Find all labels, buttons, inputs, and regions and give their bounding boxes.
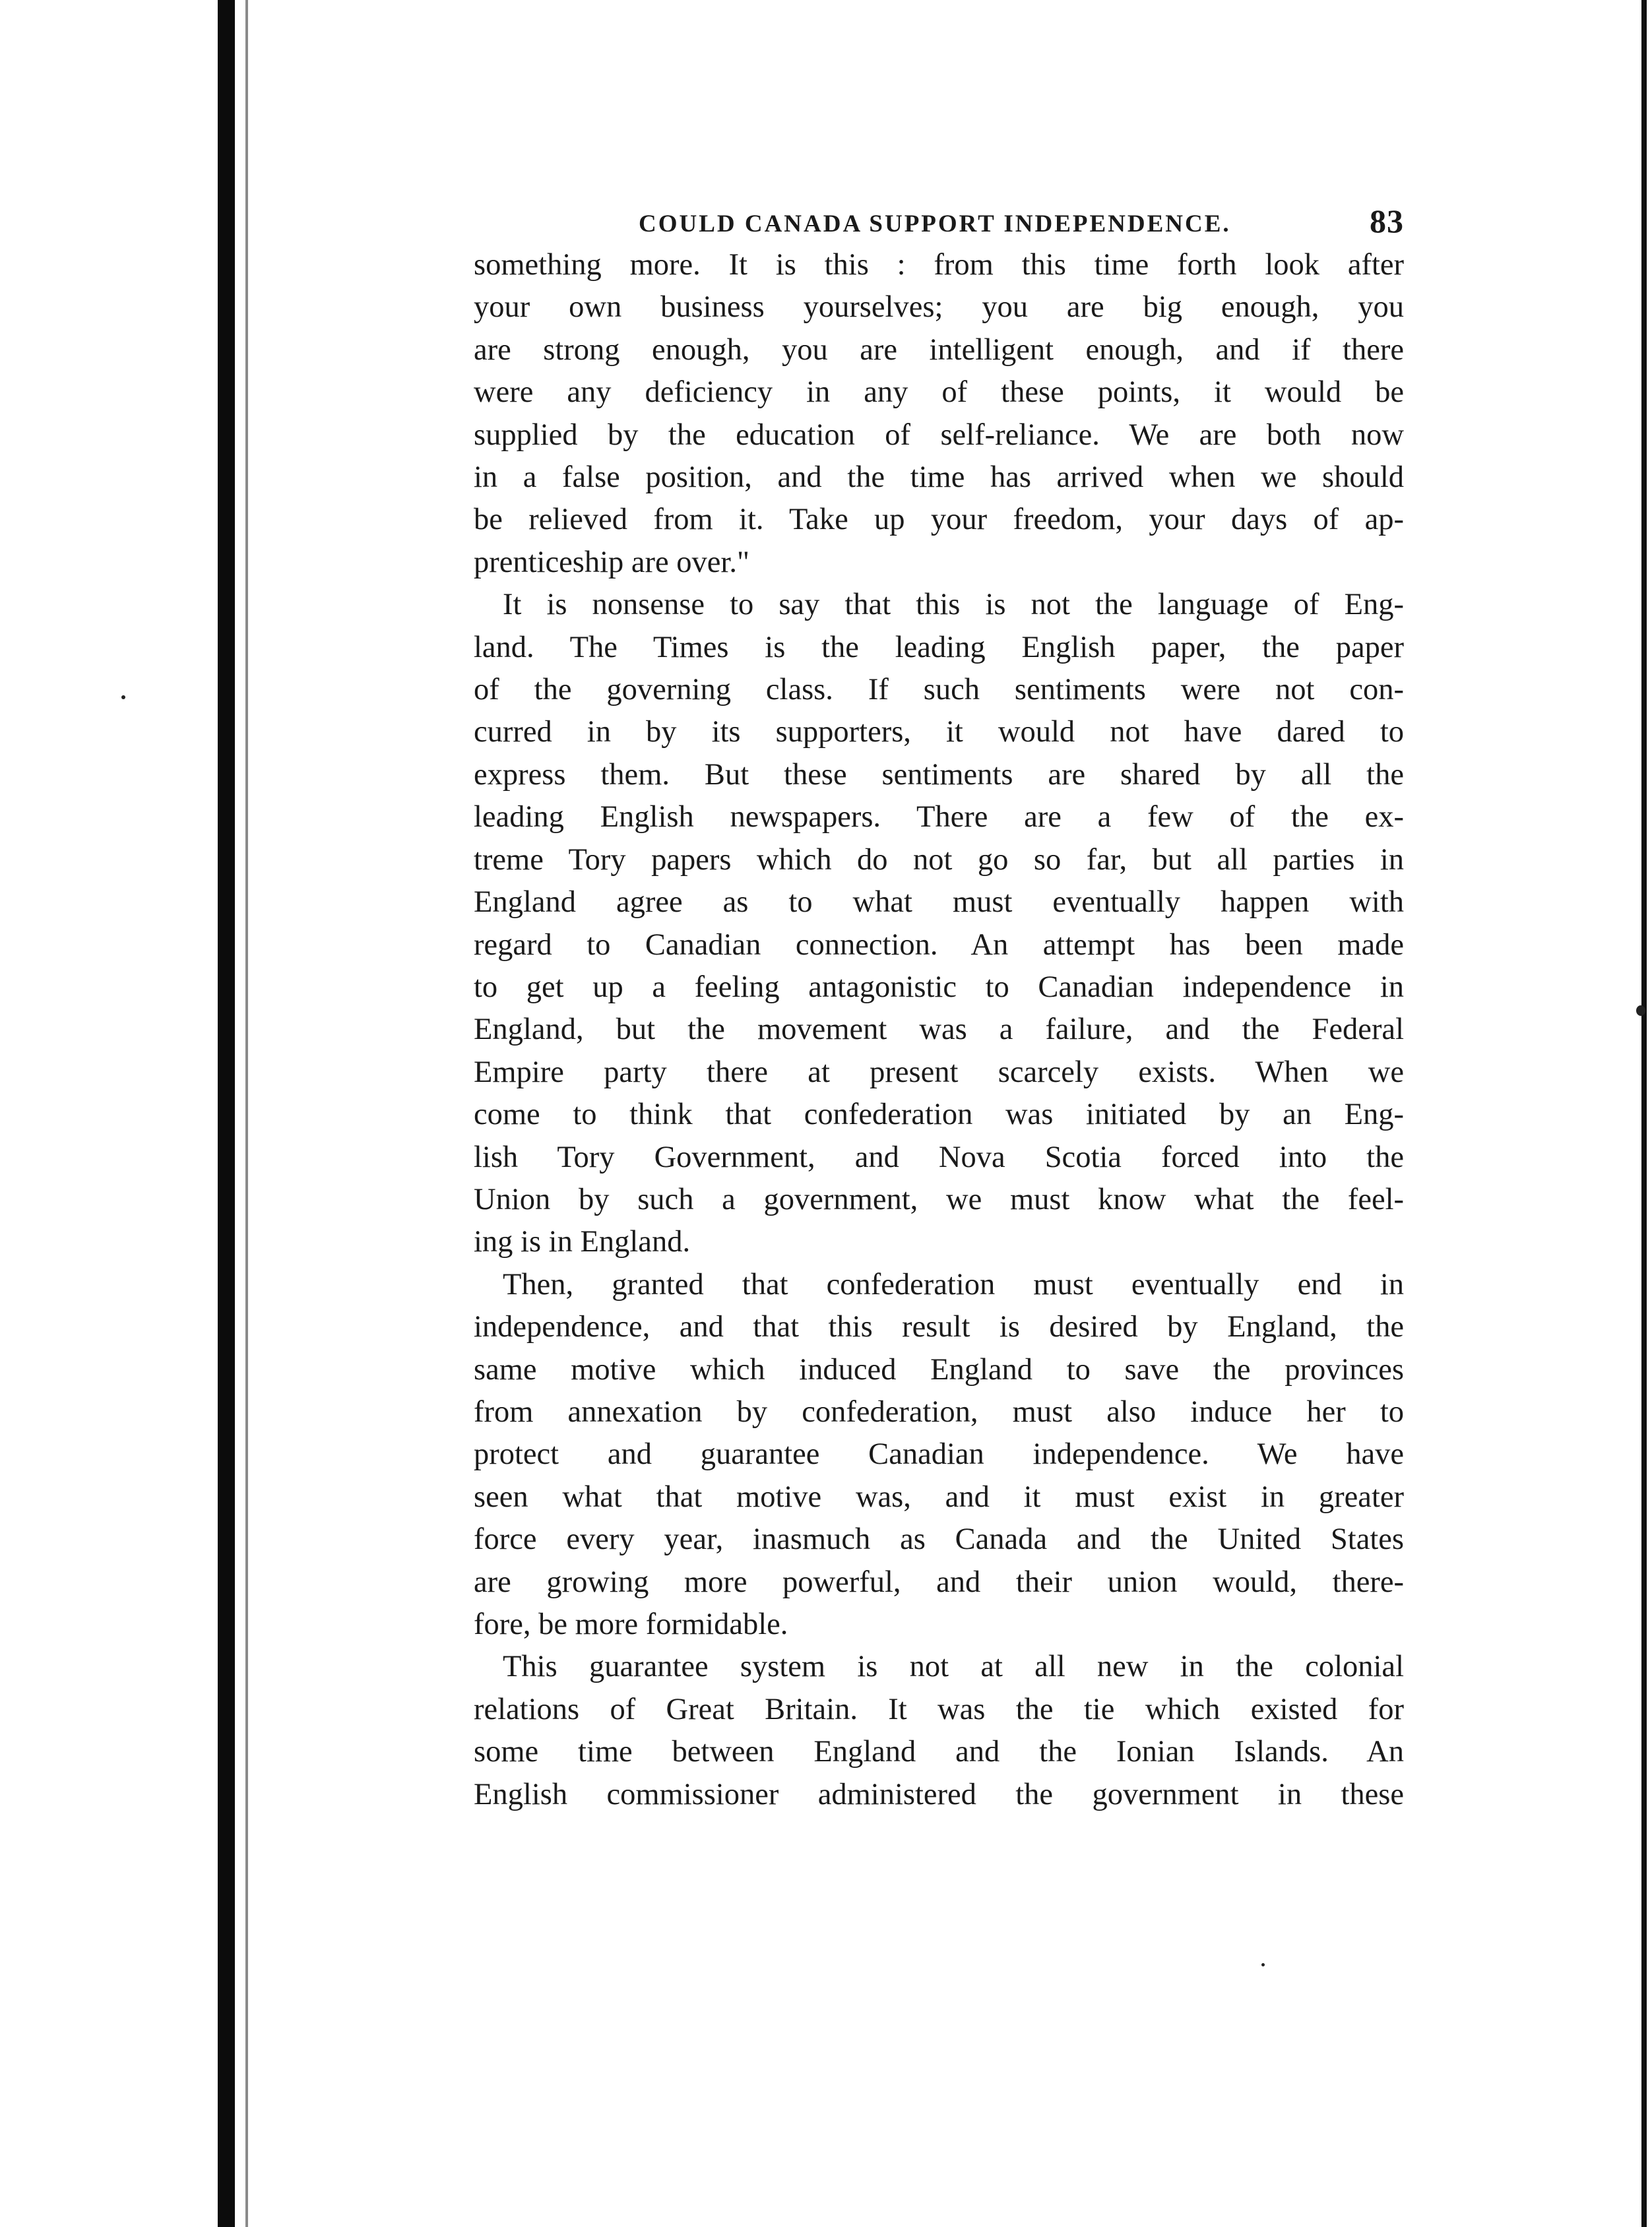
- paragraph: [474, 1264, 1404, 1647]
- text-line: land. The Times is the leading English paper, the paper: [474, 630, 1404, 664]
- text-line: are strong enough, you are intelligent enough, and if there: [474, 332, 1404, 367]
- text-line: Then, granted that confederation must eventually end in: [503, 1267, 1404, 1302]
- text-line: come to think that confederation was initiated by an Eng-: [474, 1098, 1404, 1132]
- running-title: COULD CANADA SUPPORT INDEPENDENCE.: [639, 210, 1231, 237]
- text-line: some time between England and the Ionian Islands. An: [474, 1735, 1404, 1769]
- text-line: in a false position, and the time has arrived when we should: [474, 460, 1404, 495]
- text-line: England, but the movement was a failure, and the Federal: [474, 1013, 1404, 1047]
- right-page-edge: [1641, 0, 1647, 2227]
- page-number: 83: [1370, 203, 1404, 239]
- text-line: from annexation by confederation, must also induce her to: [474, 1395, 1404, 1429]
- scan-speck: [1261, 1963, 1265, 1966]
- text-line: your own business yourselves; you are big enough, you: [474, 290, 1404, 325]
- left-margin: [0, 0, 232, 2227]
- text-line: something more. It is this : from this time forth look after: [474, 248, 1404, 282]
- text-line: England agree as to what must eventually happen with: [474, 885, 1404, 920]
- scan-speck: [121, 695, 125, 699]
- text-line: English commissioner administered the government in these: [474, 1777, 1404, 1811]
- page-text-block: [474, 198, 1404, 1816]
- text-line: treme Tory papers which do not go so far, but all parties in: [474, 842, 1404, 877]
- text-line: to get up a feeling antagonistic to Canadian independence in: [474, 970, 1404, 1004]
- text-line: seen what that motive was, and it must exist in greater: [474, 1480, 1404, 1514]
- text-line: be relieved from it. Take up your freedom, your days of ap-: [474, 503, 1404, 537]
- paragraph: [474, 1646, 1404, 1816]
- text-line: express them. But these sentiments are shared by all the: [474, 757, 1404, 792]
- text-line: are growing more powerful, and their union would, there-: [474, 1565, 1404, 1599]
- text-line: of the governing class. If such sentiments were not con-: [474, 673, 1404, 707]
- text-line: ing is in England.: [474, 1225, 691, 1259]
- text-line: Empire party there at present scarcely exists. When we: [474, 1055, 1404, 1089]
- text-line: were any deficiency in any of these points, it would be: [474, 375, 1404, 410]
- text-line: Union by such a government, we must know what the feel-: [474, 1182, 1404, 1216]
- text-line: same motive which induced England to save the provinces: [474, 1352, 1404, 1387]
- text-line: curred in by its supporters, it would not have dared to: [474, 715, 1404, 749]
- text-line: leading English newspapers. There are a few of the ex-: [474, 800, 1404, 834]
- text-line: prenticeship are over.": [474, 545, 749, 579]
- running-header: [474, 198, 1404, 244]
- text-line: fore, be more formidable.: [474, 1608, 788, 1641]
- text-line: It is nonsense to say that this is not the language of Eng-: [503, 588, 1404, 622]
- text-line: supplied by the education of self-reliance. We are both now: [474, 418, 1404, 452]
- binding-edge: [218, 0, 235, 2227]
- binding-shadow: [245, 0, 248, 2227]
- scan-speck: [1636, 1005, 1645, 1016]
- text-line: relations of Great Britain. It was the tie which existed for: [474, 1692, 1404, 1726]
- text-line: force every year, inasmuch as Canada and the United States: [474, 1522, 1404, 1557]
- text-line: lish Tory Government, and Nova Scotia forced into the: [474, 1140, 1404, 1174]
- text-line: regard to Canadian connection. An attempt has been made: [474, 927, 1404, 962]
- text-line: protect and guarantee Canadian independence. We have: [474, 1437, 1404, 1472]
- paragraph: [474, 584, 1404, 1264]
- text-line: This guarantee system is not at all new in the colonial: [503, 1650, 1404, 1684]
- text-line: independence, and that this result is desired by England, the: [474, 1310, 1404, 1344]
- paragraph: [474, 244, 1404, 584]
